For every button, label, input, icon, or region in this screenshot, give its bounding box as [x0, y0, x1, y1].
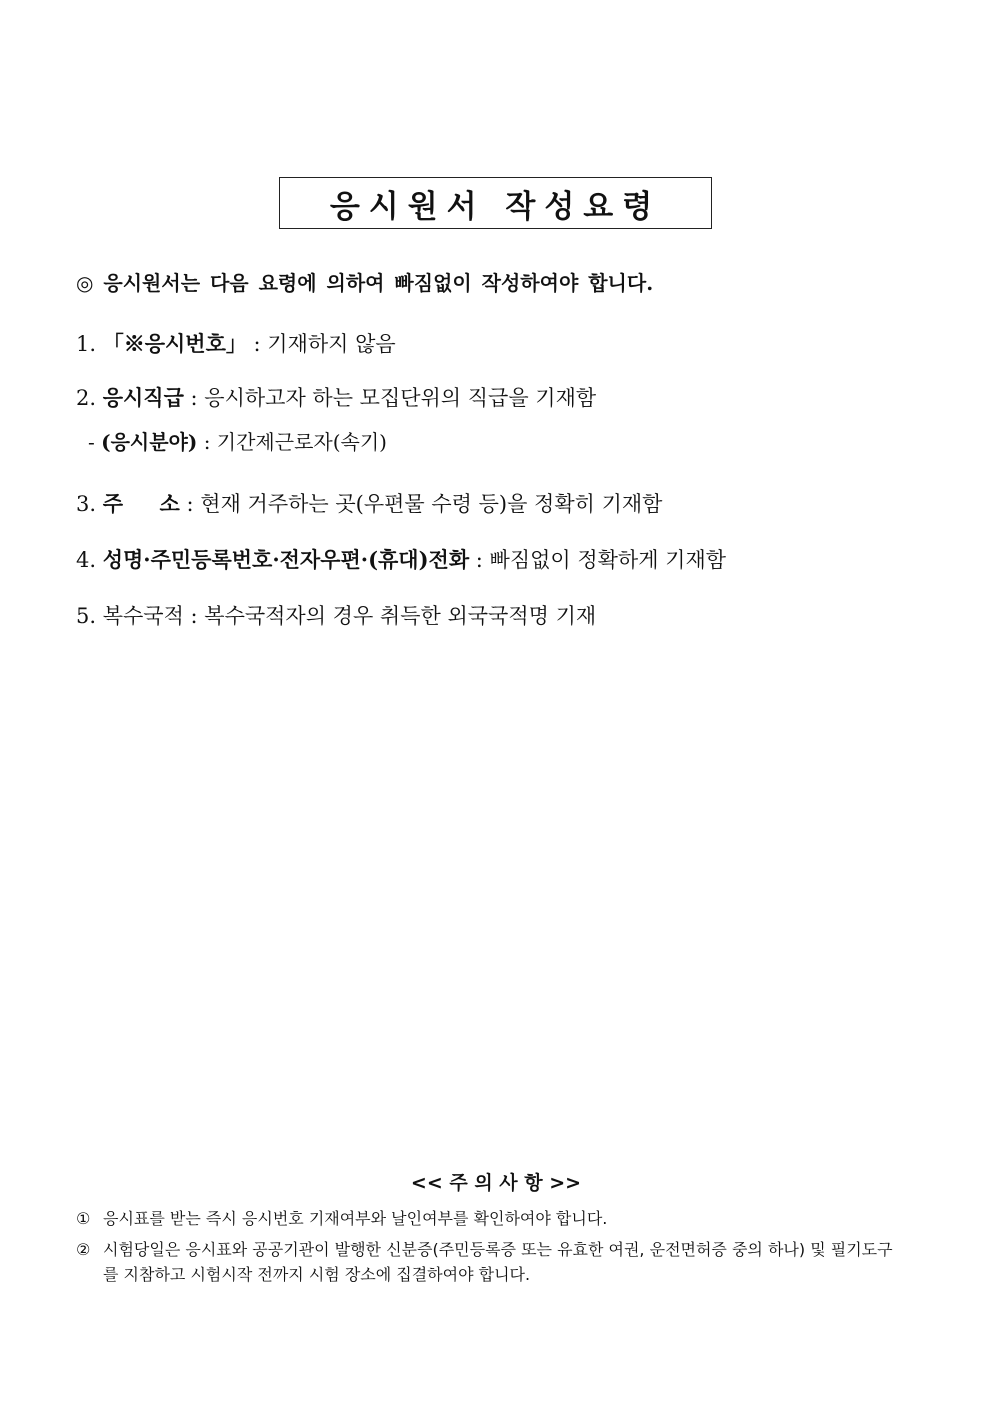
sub-item-text: : 기간제근로자(속기)	[197, 430, 387, 454]
item-1-text: : 기재하지 않음	[246, 332, 396, 356]
page-title: 응시원서 작성요령	[329, 188, 662, 225]
item-5	[76, 606, 596, 627]
notice-item-2	[76, 1237, 906, 1287]
item-2-text: : 응시하고자 하는 모집단위의 직급을 기재함	[183, 386, 597, 410]
title-box	[279, 177, 712, 229]
notice-item-1	[76, 1206, 906, 1231]
item-1-number: 1.	[76, 332, 103, 356]
sub-item	[88, 432, 387, 452]
notice-item-1-text: 응시표를 받는 즉시 응시번호 기재여부와 날인여부를 확인하여야 합니다.	[103, 1209, 608, 1228]
notice-item-1-mark: ①	[76, 1209, 91, 1228]
intro-text: ◎ 응시원서는 다음 요령에 의하여 빠짐없이 작성하여야 합니다.	[76, 271, 654, 295]
item-1	[76, 333, 396, 355]
item-5-text: 복수국적 : 복수국적자의 경우 취득한 외국국적명 기재	[102, 604, 597, 628]
sub-item-label: (응시분야)	[101, 430, 198, 454]
item-4-label: 성명·주민등록번호·전자우편·(휴대)전화	[102, 547, 470, 572]
item-2-label: 응시직급	[102, 385, 184, 410]
item-5-number: 5.	[76, 604, 103, 628]
sub-item-dash: -	[88, 430, 102, 454]
item-3-number: 3.	[76, 492, 103, 516]
item-3	[76, 493, 662, 515]
notice-item-2-text: 시험당일은 응시표와 공공기관이 발행한 신분증(주민등록증 또는 유효한 여권, 운전면허증 중의 하나) 및 필기도구를 지참하고 시험시작 전까지 시험 장소에 집결하여야 합니다.	[103, 1240, 893, 1284]
notice-item-2-mark: ②	[76, 1240, 91, 1259]
item-3-text: : 현재 거주하는 곳(우편물 수령 등)을 정확히 기재함	[179, 492, 663, 516]
notice-title: << 주 의 사 항 >>	[410, 1172, 582, 1194]
item-3-label: 주 소	[102, 491, 180, 516]
item-1-label: 「※응시번호」	[102, 331, 247, 356]
item-4-text: : 빠짐없이 정확하게 기재함	[469, 548, 727, 572]
item-4	[76, 549, 726, 571]
item-4-number: 4.	[76, 548, 103, 572]
item-2	[76, 387, 596, 409]
item-2-number: 2.	[76, 386, 103, 410]
